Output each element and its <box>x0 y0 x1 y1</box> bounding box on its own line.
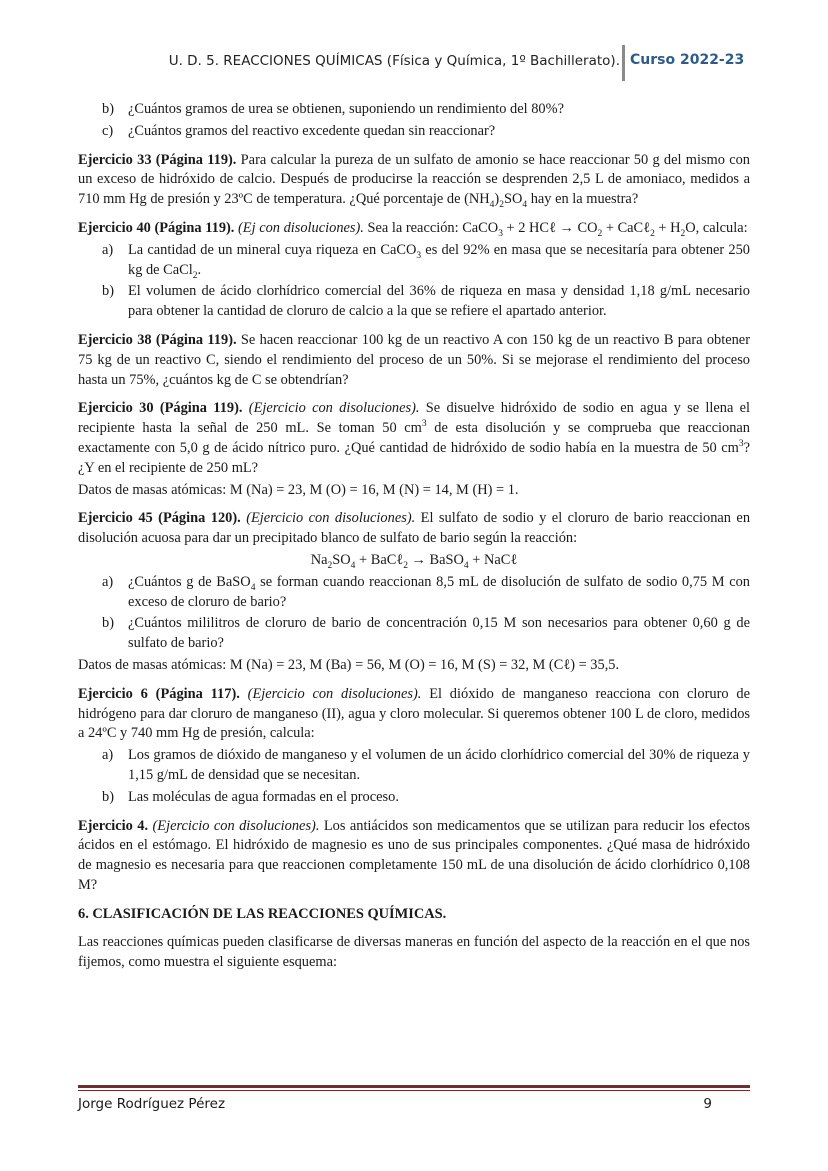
section-text: Las reacciones químicas pueden clasificarse de diversas maneras en función del aspecto de la reacción en el que nos fijemos, como muestra el siguiente esquema: <box>78 934 750 971</box>
footer-rule <box>78 1085 750 1088</box>
list-item: b) ¿Cuántos gramos de urea se obtienen, suponiendo un rendimiento del 80%? <box>102 101 565 117</box>
list-item: a) ¿Cuántos g de BaSO$_4$ se forman cuando reaccionan 8,5 mL de disolución de sulfato de sodio 0,75 M con exceso de cloruro de bario? <box>102 573 750 610</box>
page-number: 9 <box>703 1096 712 1112</box>
exercise-4: Ejercicio 4. (Ejercicio con disoluciones). Los antiácidos son medicamentos que se utilizan para reducir los efectos ácidos en el estómago. El hidróxido de magnesio es uno de sus principales componentes. ¿Qué masa de hidróxido de magnesio es necesaria para que reaccionen completamente 150 mL de una disolución de ácido clorhídrico 0,108 M? <box>78 817 750 893</box>
list-item: a) Los gramos de dióxido de manganeso y el volumen de un ácido clorhídrico comercial del 30% de riqueza y 1,15 g/mL de densidad que se necesitan. <box>102 747 750 783</box>
exercise-40: Ejercicio 40 (Página 119). (Ej con disoluciones). Sea la reacción: CaCO$_3$ + 2 HCℓ → $CO_2$ + CaCℓ$_2$ + $H_2O$, calcula: <box>78 219 748 239</box>
header-title: U. D. 5. REACCIONES QUÍMICAS (Física y Química, 1º Bachillerato). <box>168 53 620 69</box>
section-heading: 6. CLASIFICACIÓN DE LAS REACCIONES QUÍMICAS. <box>78 905 447 922</box>
footer-rule-thin <box>78 1090 750 1091</box>
exercise-45-masses: Datos de masas atómicas: M (Na) = 23, M (Ba) = 56, M (O) = 16, M (S) = 32, M (Cℓ) = 35,5. <box>78 656 620 673</box>
list-item: a) La cantidad de un mineral cuya riqueza en CaCO$_3$ es del 92% en masa que se necesitaría para obtener 250 kg de CaCl$_2$. <box>102 241 750 281</box>
list-item: b) El volumen de ácido clorhídrico comercial del 36% de riqueza en masa y densidad 1,18 g/mL necesario para obtener la cantidad de cloruro de calcio a la que se refiere el apartado anterior. <box>102 283 750 320</box>
page-header <box>78 45 750 81</box>
exercise-6: Ejercicio 6 (Página 117). (Ejercicio con disoluciones). El dióxido de manganeso reacciona con cloruro de hidrógeno para dar cloruro de manganeso (II), agua y cloro molecular. Si queremos obtener 100 L de cloro, medidos a 24ºC y 740 mm Hg de presión, calcula: <box>78 685 750 742</box>
footer-author: Jorge Rodríguez Pérez <box>78 1096 226 1112</box>
list-item: b) ¿Cuántos mililitros de cloruro de bario de concentración 0,15 M son necesarios para obtener 0,60 g de sulfato de bario? <box>102 615 750 652</box>
exercise-38: Ejercicio 38 (Página 119). Se hacen reaccionar 100 kg de un reactivo A con 150 kg de un reactivo B para obtener 75 kg de un reactivo C, siendo el rendimiento del proceso de un 50%. Si se mejorase el rendimiento del proceso hasta un 75%, ¿cuántos kg de C se obtendrían? <box>78 331 750 388</box>
exercise-30: Ejercicio 30 (Página 119). (Ejercicio con disoluciones). Se disuelve hidróxido de sodio en agua y se llena el recipiente hasta la señal de 250 mL. Se toman 50 $cm^3$ de esta disolución y se comprueba que reaccionan exactamente con 5,0 g de ácido nítrico puro. ¿Qué cantidad de hidróxido de sodio había en la muestra de 50 $cm^3$? ¿Y en el recipiente de 250 mL? <box>78 400 751 476</box>
list-item: c) ¿Cuántos gramos del reactivo excedente quedan sin reaccionar? <box>102 122 496 139</box>
header-course: Curso 2022-23 <box>630 52 745 68</box>
list-item: b) Las moléculas de agua formadas en el proceso. <box>102 788 399 805</box>
exercise-33: Ejercicio 33 (Página 119). Para calcular la pureza de un sulfato de amonio se hace reaccionar 50 g del mismo con un exceso de hidróxido de calcio. Después de producirse la reacción se desprenden 2,5 L de amoniaco, medidos a 710 mm Hg de presión y 23ºC de temperatura. ¿Qué porcentaje de $(NH_4)_2SO_4$ hay en la muestra? <box>78 151 750 211</box>
exercise-30-masses: Datos de masas atómicas: M (Na) = 23, M (O) = 16, M (N) = 14, M (H) = 1. <box>78 481 519 498</box>
reaction-equation: $Na_2SO_4$ + BaCℓ$_2$ → BaSO$_4$ + NaCℓ <box>310 551 518 571</box>
page-content <box>78 100 750 982</box>
header-separator <box>622 45 625 81</box>
exercise-45: Ejercicio 45 (Página 120). (Ejercicio con disoluciones). El sulfato de sodio y el cloruro de bario reaccionan en disolución acuosa para dar un precipitado blanco de sulfato de bario según la reacción: <box>78 510 751 547</box>
